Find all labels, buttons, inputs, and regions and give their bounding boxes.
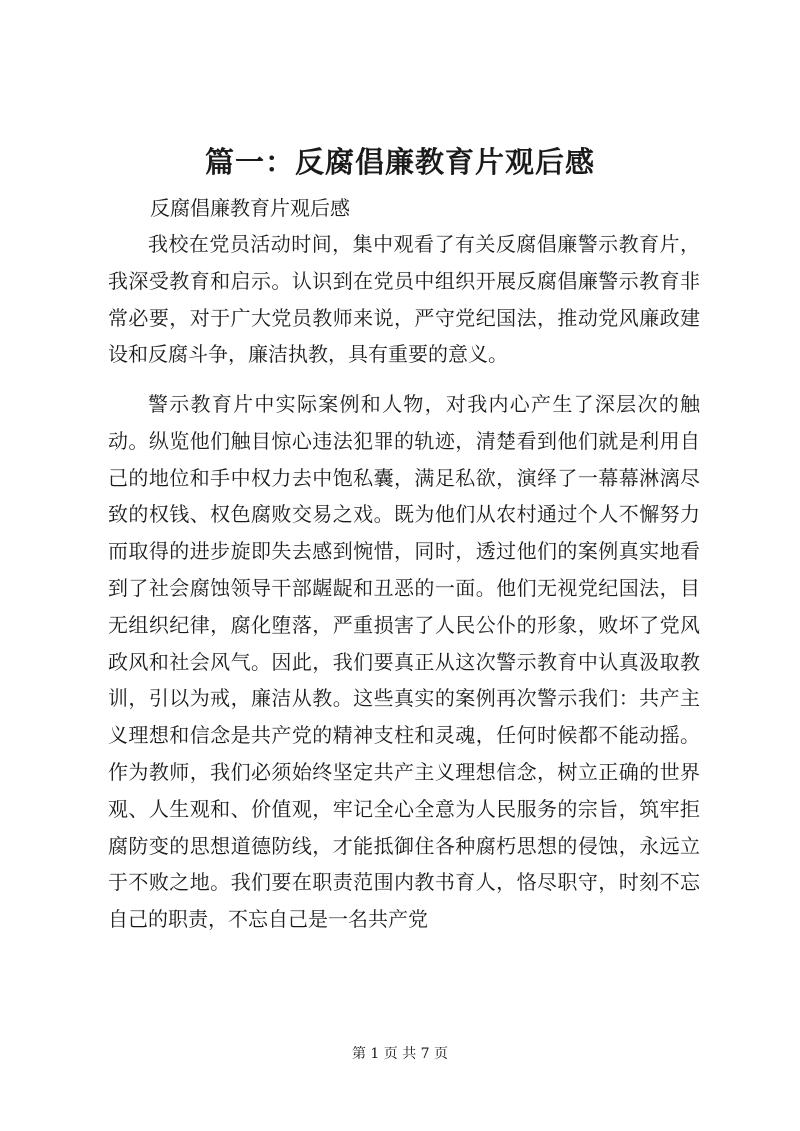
document-subtitle: 反腐倡廉教育片观后感 <box>150 196 350 220</box>
page-footer: 第 1 页 共 7 页 <box>351 1046 449 1062</box>
body-paragraph-block-2 <box>108 386 700 938</box>
paragraph-1: 我校在党员活动时间，集中观看了有关反腐倡廉警示教育片，我深受教育和启示。认识到在党员中组织开展反腐倡廉警示教育非常必要，对于广大党员教师来说，严守党纪国法，推动党风廉政建设和反腐斗争，廉洁执教，具有重要的意义。 <box>108 232 700 367</box>
body-paragraph-block-1 <box>108 226 700 373</box>
paragraph-2: 警示教育片中实际案例和人物，对我内心产生了深层次的触动。纵览他们触目惊心违法犯罪的轨迹，清楚看到他们就是利用自己的地位和手中权力去中饱私囊，满足私欲，演绎了一幕幕淋漓尽致的权钱、权色腐败交易之戏。既为他们从农村通过个人不懈努力而取得的进步旋即失去感到惋惜，同时，透过他们的案例真实地看到了社会腐蚀领导干部龌龊和丑恶的一面。他们无视党纪国法，目无组织纪律，腐化堕落，严重损害了人民公仆的形象，败坏了党风政风和社会风气。因此，我们要真正从这次警示教育中认真汲取教训，引以为戒，廉洁从教。这些真实的案例再次警示我们：共产主义理想和信念是共产党的精神支柱和灵魂，任何时候都不能动摇。作为教师，我们必须始终坚定共产主义理想信念，树立正确的世界观、人生观和、价值观，牢记全心全意为人民服务的宗旨，筑牢拒腐防变的思想道德防线，才能抵御住各种腐朽思想的侵蚀，永远立于不败之地。我们要在职责范围内教书育人，恪尽职守，时刻不忘自己的职责，不忘自己是一名共产党 <box>108 392 700 932</box>
document-title: 篇一：反腐倡廉教育片观后感 <box>204 145 595 179</box>
